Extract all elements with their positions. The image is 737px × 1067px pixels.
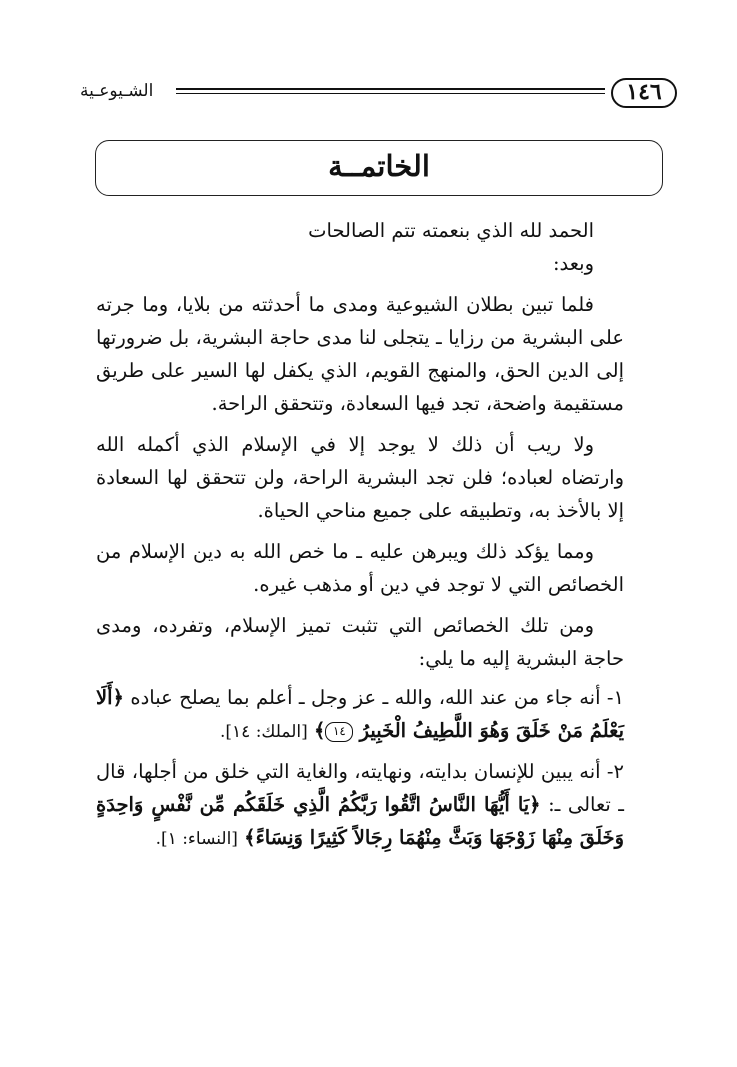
list-item [96, 681, 624, 749]
opening-transition: وبعد: [552, 252, 594, 275]
header-rule [176, 88, 605, 94]
opening-praise: الحمد لله الذي بنعمته تتم الصالحات [308, 219, 594, 242]
verse-reference: [النساء: ١]. [155, 829, 238, 849]
verse-reference: [الملك: ١٤]. [219, 722, 308, 742]
paragraph: فلما تبين بطلان الشيوعية ومدى ما أحدثته من بلايا، وما جرته على البشرية من رزايا ـ يتجلى لنا مدى حاجة البشرية، بل ضرورتها إلى الدين الحق، والمنهج القويم، الذي يكفل لها السير على طريق مستقيمة واضحة، تجد فيها السعادة، وتتحقق الراحة. [96, 293, 624, 415]
verse-number-marker: ١٤ [325, 722, 353, 742]
body-text [96, 214, 624, 856]
running-header [80, 76, 677, 112]
quran-verse: ﴿يَا أَيُّهَا النَّاسُ اتَّقُوا رَبَّكُمُ الَّذِي خَلَقَكُم مِّن نَّفْسٍ وَاحِدَةٍ وَخَلَقَ مِنْهَا زَوْجَهَا وَبَثَّ مِنْهُمَا رِجَالاً كَثِيرًا وَنِسَاءً﴾ [96, 793, 624, 849]
quran-verse: ﴿أَلَا يَعْلَمُ مَنْ خَلَقَ وَهُوَ اللَّطِيفُ الْخَبِيرُ [96, 686, 624, 742]
chapter-heading-box [95, 140, 663, 196]
page-number: ١٤٦ [611, 78, 677, 108]
paragraph: ولا ريب أن ذلك لا يوجد إلا في الإسلام الذي أكمله الله وارتضاه لعباده؛ فلن تجد البشرية الراحة، ولن تتحقق لها السعادة إلا بالأخذ به، وتطبيقه على جميع مناحي الحياة. [96, 433, 624, 522]
paragraph: ومما يؤكد ذلك ويبرهن عليه ـ ما خص الله به دين الإسلام من الخصائص التي لا توجد في دين أو مذهب غيره. [96, 540, 624, 596]
verse-close-bracket: ﴾ [313, 719, 326, 742]
paragraph: ومن تلك الخصائص التي تثبت تميز الإسلام، وتفرده، ومدى حاجة البشرية إليه ما يلي: [96, 614, 624, 670]
running-title: الشـيوعـية [80, 81, 154, 101]
list-item [96, 755, 624, 856]
list-item-text: ٢- أنه يبين للإنسان بدايته، ونهايته، والغاية التي خلق من أجلها، قال ـ تعالى ـ: [96, 760, 624, 816]
chapter-title: الخاتمــة [328, 149, 430, 183]
list-item-text: ١- أنه جاء من عند الله، والله ـ عز وجل ـ أعلم بما يصلح عباده [130, 686, 624, 709]
